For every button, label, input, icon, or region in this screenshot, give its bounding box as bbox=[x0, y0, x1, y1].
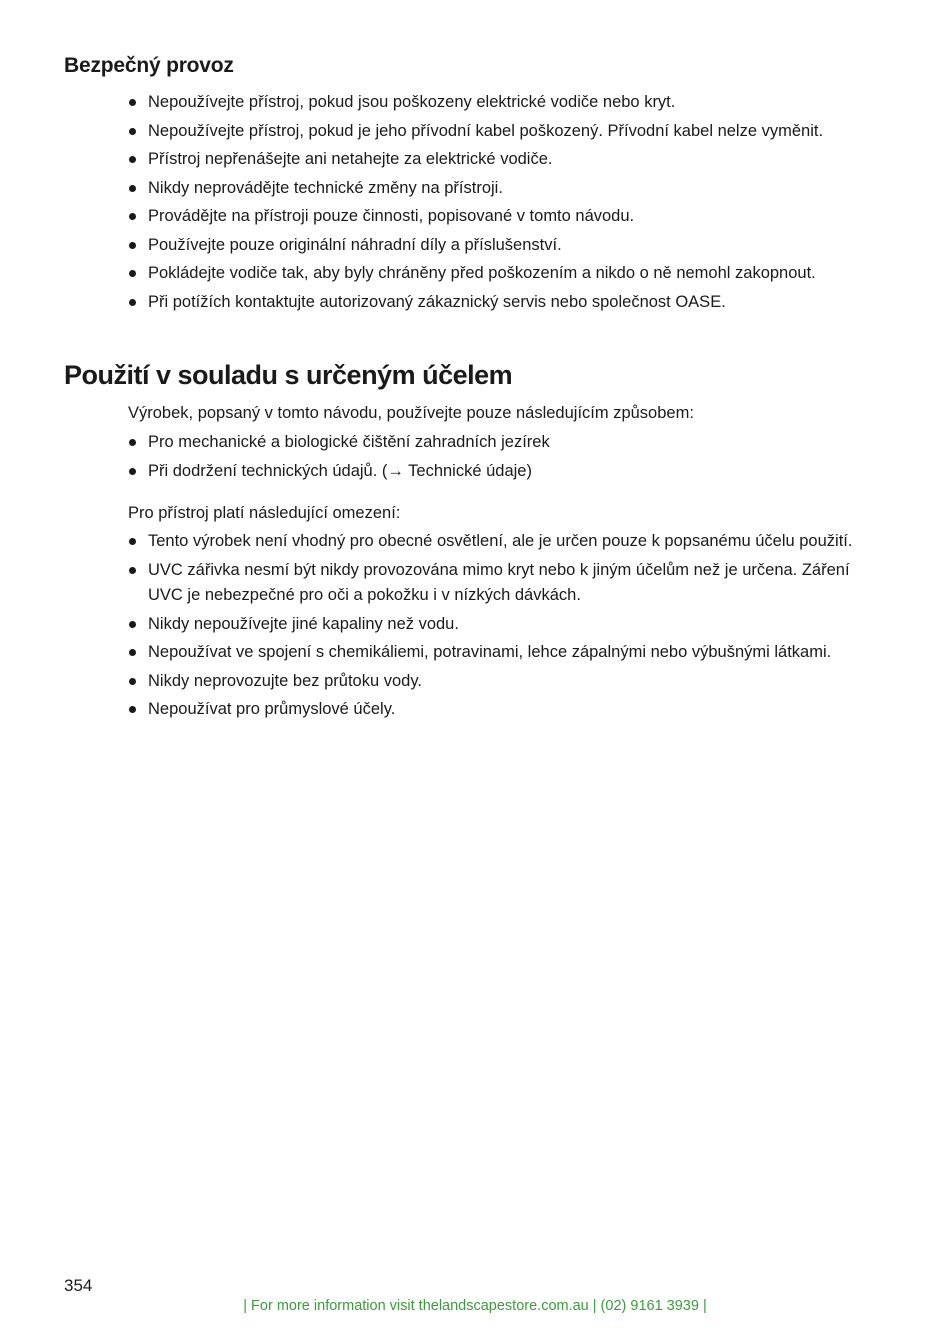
section-heading-intended-use: Použití v souladu s určeným účelem bbox=[64, 360, 513, 390]
list-item: Nepoužívejte přístroj, pokud je jeho přívodní kabel poškozený. Přívodní kabel nelze vyměnit. bbox=[128, 119, 888, 145]
list-item: Přístroj nepřenášejte ani netahejte za elektrické vodiče. bbox=[128, 147, 888, 173]
footer-contact-line: | For more information visit thelandscapestore.com.au | (02) 9161 3939 | bbox=[243, 1298, 707, 1314]
list-item: Provádějte na přístroji pouze činnosti, popisované v tomto návodu. bbox=[128, 204, 888, 230]
list-item: Nikdy nepoužívejte jiné kapaliny než vodu. bbox=[128, 612, 888, 638]
safe-operation-list bbox=[128, 90, 888, 318]
list-item: UVC zářivka nesmí být nikdy provozována mimo kryt nebo k jiným účelům než je určena. Záření UVC je nebezpečné pro oči a pokožku i v nízkých dávkách. bbox=[128, 558, 888, 609]
list-item: Nikdy neprovozujte bez průtoku vody. bbox=[128, 669, 888, 695]
list-item: Nikdy neprovádějte technické změny na přístroji. bbox=[128, 176, 888, 202]
list-item: Nepoužívejte přístroj, pokud jsou poškozeny elektrické vodiče nebo kryt. bbox=[128, 90, 888, 116]
list-item: Nepoužívat pro průmyslové účely. bbox=[128, 697, 888, 723]
list-item: Používejte pouze originální náhradní díly a příslušenství. bbox=[128, 233, 888, 259]
list-item: Pokládejte vodiče tak, aby byly chráněny před poškozením a nikdo o ně nemohl zakopnout. bbox=[128, 261, 888, 287]
page-number: 354 bbox=[64, 1276, 93, 1295]
section-heading-safe-operation: Bezpečný provoz bbox=[64, 54, 234, 77]
list-item: Pro mechanické a biologické čištění zahradních jezírek bbox=[128, 430, 888, 456]
restrictions-list bbox=[128, 529, 888, 726]
intended-use-list bbox=[128, 430, 888, 487]
list-item: Tento výrobek není vhodný pro obecné osvětlení, ale je určen pouze k popsanému účelu použití. bbox=[128, 529, 888, 555]
restrictions-intro: Pro přístroj platí následující omezení: bbox=[128, 504, 401, 522]
list-item: Při potížích kontaktujte autorizovaný zákaznický servis nebo společnost OASE. bbox=[128, 290, 888, 316]
list-item: Při dodržení technických údajů. (→ Technické údaje) bbox=[128, 459, 888, 485]
intended-use-intro: Výrobek, popsaný v tomto návodu, používejte pouze následujícím způsobem: bbox=[128, 404, 694, 422]
list-item: Nepoužívat ve spojení s chemikáliemi, potravinami, lehce zápalnými nebo výbušnými látkami. bbox=[128, 640, 888, 666]
